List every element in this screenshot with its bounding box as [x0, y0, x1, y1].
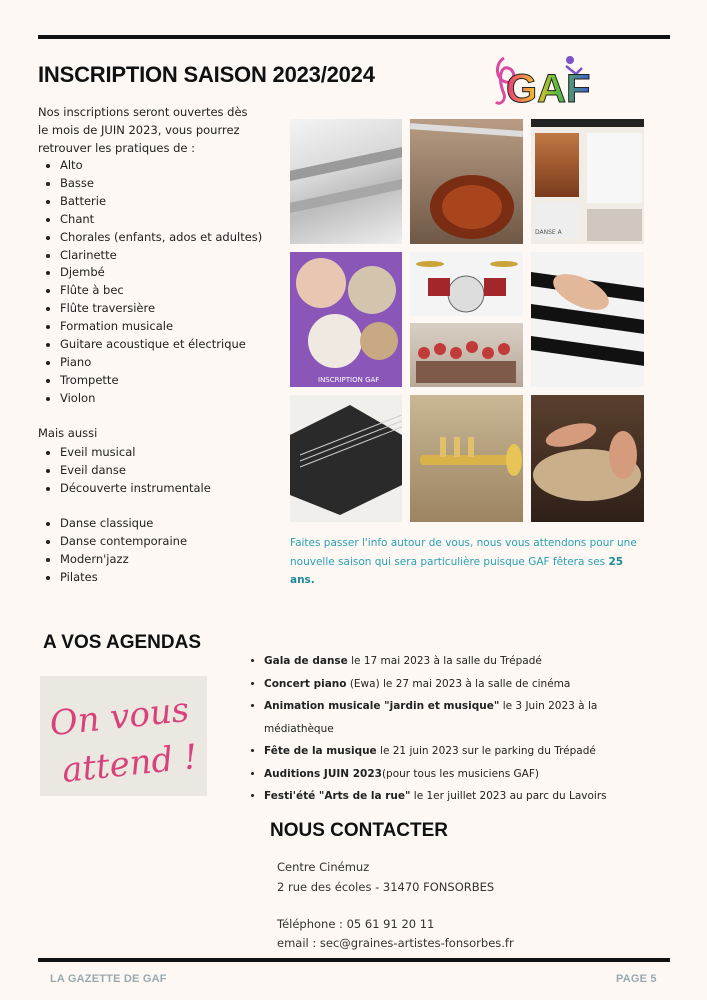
caption-highlight: 25 ans.	[290, 555, 624, 586]
list-item: • Chorales (enfants, ados et adultes)	[60, 229, 262, 247]
list-item: • Violon	[60, 390, 262, 408]
page-title: INSCRIPTION SAISON 2023/2024	[38, 62, 375, 87]
agenda-item	[264, 695, 624, 740]
list-item: • Piano	[60, 354, 262, 372]
photo-djembe	[531, 395, 644, 522]
contact-phone: Téléphone : 05 61 91 20 11	[277, 917, 435, 931]
agenda-item-title: Auditions JUIN 2023	[264, 767, 382, 780]
agenda-item-detail: (pour tous les musiciens GAF)	[381, 767, 539, 780]
pratiques-list	[40, 157, 262, 408]
list-item: • Guitare acoustique et électrique	[60, 336, 262, 354]
footer-right: PAGE 5	[616, 973, 657, 985]
list-item: • Modern'jazz	[60, 551, 187, 569]
agenda-item	[264, 785, 624, 808]
list-item: • Danse contemporaine	[60, 533, 187, 551]
agenda-item-detail: le 17 mai 2023 à la salle du Trépadé	[347, 655, 542, 667]
list-item: • Danse classique	[60, 515, 187, 533]
list-item: • Chant	[60, 211, 262, 229]
list-item: • Flûte à bec	[60, 282, 262, 300]
image-text-1: On vous	[47, 689, 191, 745]
image-text-2: attend !	[60, 736, 200, 791]
flute-shape	[290, 144, 402, 215]
list-item: • Pilates	[60, 569, 187, 587]
agenda-item-detail: le 21 juin 2023 sur le parking du Trépadé	[376, 745, 596, 757]
bottom-rule	[38, 958, 670, 962]
list-item: • Basse	[60, 175, 262, 193]
footer-left: LA GAZETTE DE GAF	[50, 973, 167, 985]
agenda-list	[250, 650, 624, 808]
photo-flute	[290, 119, 402, 244]
photo-grid	[290, 119, 645, 522]
list-item: • Eveil musical	[60, 444, 211, 462]
contact-email[interactable]: email : sec@graines-artistes-fonsorbes.fr	[277, 936, 514, 950]
photo-choir	[410, 323, 523, 387]
top-rule	[38, 35, 670, 39]
contact-line1: Centre Cinémuz	[277, 860, 370, 874]
list-item: • Djembé	[60, 264, 262, 282]
on-vous-attend-image	[40, 676, 207, 796]
agenda-item-title: Festi'été "Arts de la rue"	[264, 790, 411, 802]
agenda-item-detail: le 3 Juin 2023 à la médiathèque	[264, 700, 598, 735]
list-item: • Batterie	[60, 193, 262, 211]
agendas-heading: A VOS AGENDAS	[43, 632, 202, 653]
list-item: • Clarinette	[60, 247, 262, 265]
mais-aussi-label: Mais aussi	[38, 426, 98, 440]
list-item: • Formation musicale	[60, 318, 262, 336]
agenda-item-title: Animation musicale "jardin et musique"	[264, 700, 500, 712]
list-item: • Découverte instrumentale	[60, 480, 211, 498]
photo-inscription-collage	[290, 252, 402, 387]
contact-line2: 2 rue des écoles - 31470 FONSORBES	[277, 880, 495, 894]
agenda-item-title: Fête de la musique	[264, 745, 377, 757]
agenda-item	[264, 673, 624, 696]
agenda-item-title: Gala de danse	[264, 655, 348, 667]
agenda-item	[264, 763, 624, 786]
danse-caption: DANSE A	[535, 229, 562, 236]
contact-heading: NOUS CONTACTER	[270, 820, 449, 841]
mais-aussi-list	[40, 444, 211, 498]
photo-violin	[410, 119, 523, 244]
photo-trumpet	[410, 395, 523, 522]
danses-list	[40, 515, 187, 587]
agenda-item-detail: le 1er juillet 2023 au parc du Lavoirs	[410, 790, 607, 802]
photo-drums	[410, 252, 523, 316]
list-item: • Alto	[60, 157, 262, 175]
inscription-caption: INSCRIPTION GAF	[318, 376, 380, 384]
agenda-item	[264, 650, 624, 673]
agenda-item-detail: (Ewa) le 27 mai 2023 à la salle de cinéma	[346, 677, 571, 690]
photo-guitar	[290, 395, 402, 522]
agenda-item	[264, 740, 624, 763]
intro-text: Nos inscriptions seront ouvertes dès le mois de JUIN 2023, vous pourrez retrouver les pratiques de :	[38, 105, 248, 155]
list-item: • Trompette	[60, 372, 262, 390]
agenda-item-title: Concert piano	[264, 677, 347, 690]
list-item: • Flûte traversière	[60, 300, 262, 318]
info-caption	[290, 534, 650, 590]
photo-danse-collage	[531, 119, 644, 244]
gaf-logo	[486, 50, 598, 112]
photo-piano	[531, 252, 644, 387]
list-item: • Eveil danse	[60, 462, 211, 480]
logo-text: GAF	[506, 67, 591, 111]
caption-text: Faites passer l'info autour de vous, nous vous attendons pour une nouvelle saison qui sera particulière puisque GAF fêtera ses	[290, 537, 637, 568]
